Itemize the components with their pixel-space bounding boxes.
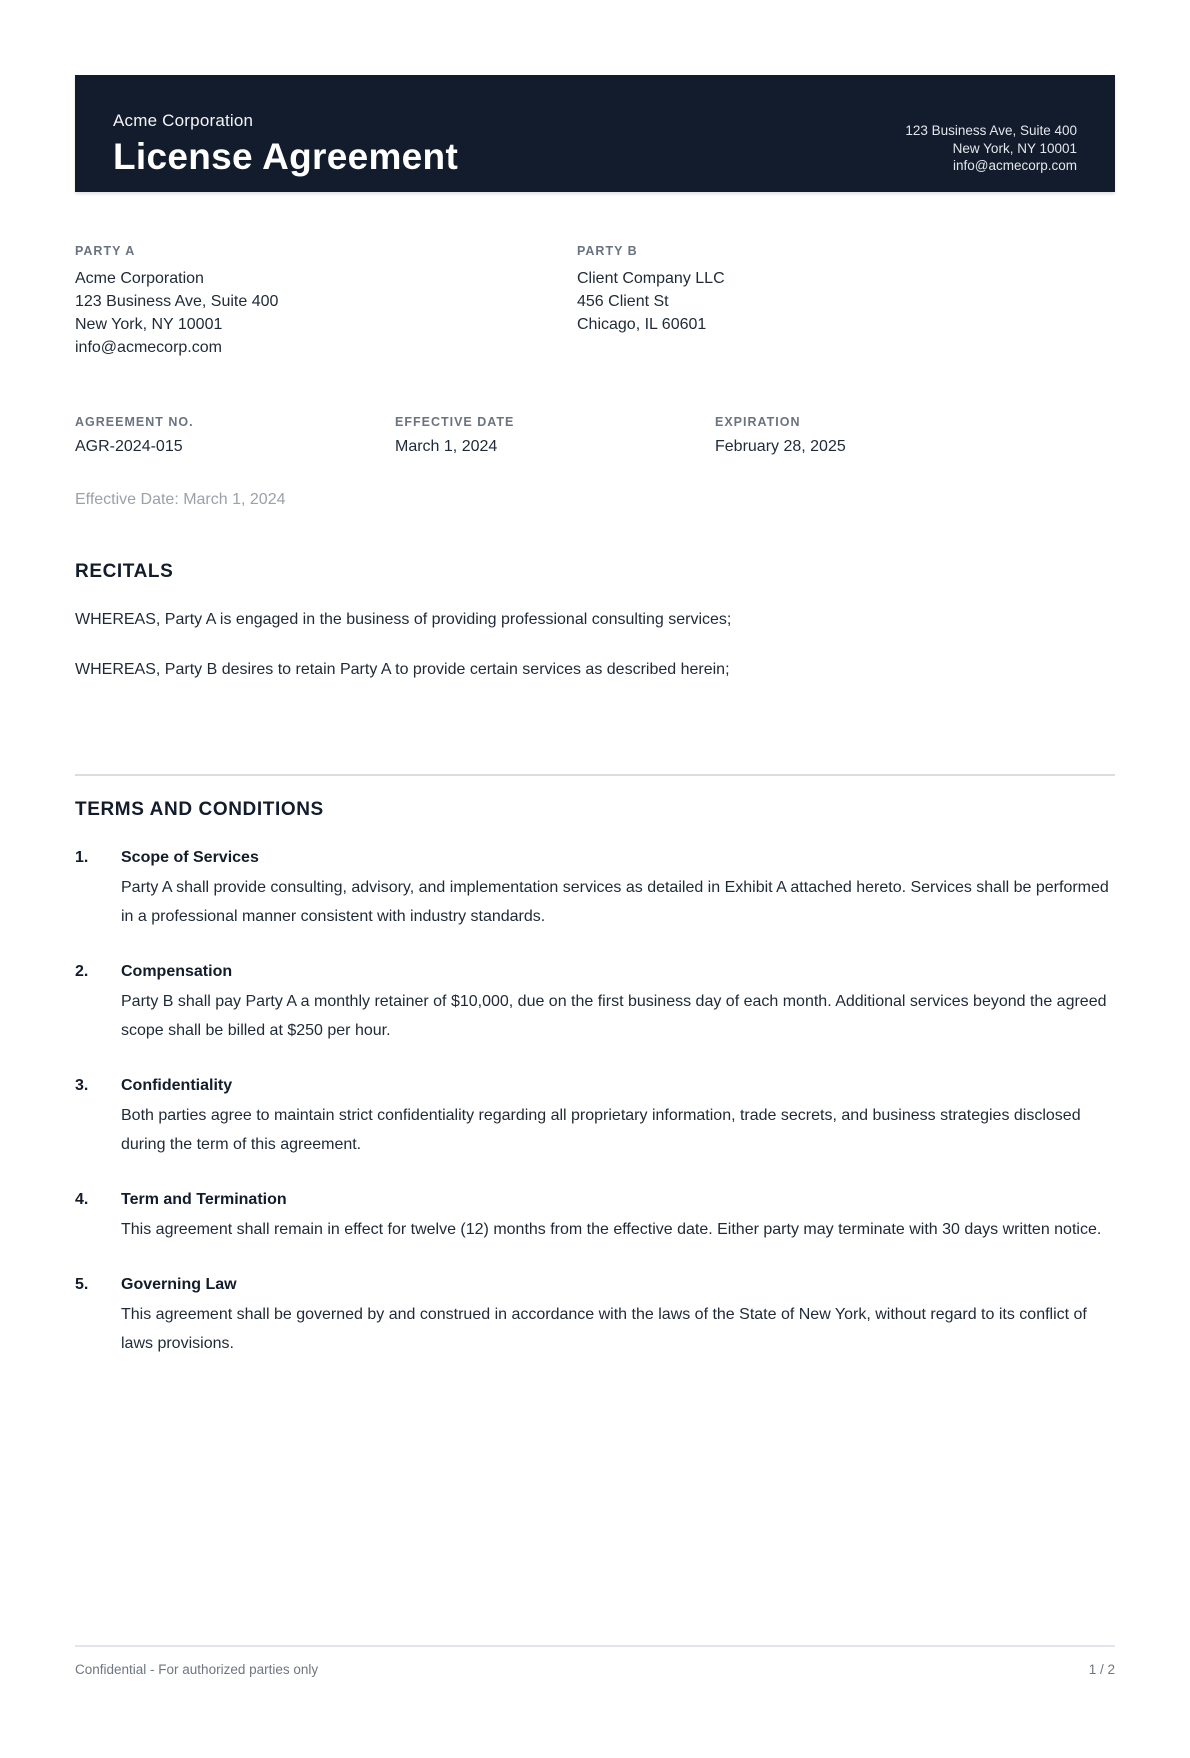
party-b-detail-line: Client Company LLC xyxy=(577,270,725,287)
term-item-number: 3. xyxy=(75,1077,89,1094)
section-divider xyxy=(75,774,1115,776)
term-item-content xyxy=(121,1276,1115,1358)
term-item xyxy=(75,849,1115,931)
expiration-label: EXPIRATION xyxy=(715,415,801,429)
header-address-line: New York, NY 10001 xyxy=(952,140,1077,156)
expiration-field xyxy=(715,415,1035,456)
terms-heading: TERMS AND CONDITIONS xyxy=(75,799,324,820)
party-a-details xyxy=(75,267,577,359)
terms-list xyxy=(75,849,1115,1358)
header-company-name: Acme Corporation xyxy=(113,111,254,130)
header-address-block xyxy=(905,122,1077,192)
recital-clause: WHEREAS, Party A is engaged in the business of providing professional consulting services; xyxy=(75,611,732,628)
effective-date-value: March 1, 2024 xyxy=(395,438,498,455)
term-item-title: Confidentiality xyxy=(121,1077,233,1094)
document-header xyxy=(75,75,1115,192)
term-item xyxy=(75,1276,1115,1358)
term-item-body: Party B shall pay Party A a monthly retainer of $10,000, due on the first business day of each month. Additional services beyond the agreed scope shall be billed at $250 per hour. xyxy=(121,993,1107,1039)
term-item-title: Compensation xyxy=(121,963,233,980)
term-item-title: Term and Termination xyxy=(121,1191,287,1208)
term-item-content xyxy=(121,963,1115,1045)
effective-date-label: EFFECTIVE DATE xyxy=(395,415,515,429)
term-item-number: 4. xyxy=(75,1191,89,1208)
term-item-body: This agreement shall be governed by and construed in accordance with the laws of the State of New York, without regard to its conflict of laws provisions. xyxy=(121,1306,1087,1352)
party-b-detail-line: Chicago, IL 60601 xyxy=(577,316,707,333)
term-item xyxy=(75,1077,1115,1159)
term-item xyxy=(75,1191,1115,1244)
term-item xyxy=(75,963,1115,1045)
footer-page-number: 1 / 2 xyxy=(1088,1662,1115,1677)
party-b-details xyxy=(577,267,1079,336)
expiration-value: February 28, 2025 xyxy=(715,438,846,455)
party-b-detail-line: 456 Client St xyxy=(577,293,669,310)
terms-section xyxy=(75,799,1115,1358)
effective-date-note: Effective Date: March 1, 2024 xyxy=(75,491,286,508)
term-item-body: Party A shall provide consulting, advisory, and implementation services as detailed in Exhibit A attached hereto. Services shall be performed in a professional manner consistent with industry standards. xyxy=(121,879,1109,925)
party-a-detail-line: info@acmecorp.com xyxy=(75,339,222,356)
agreement-number-label: AGREEMENT NO. xyxy=(75,415,194,429)
term-item-content xyxy=(121,1191,1115,1244)
header-address-line: info@acmecorp.com xyxy=(953,158,1077,173)
party-a-detail-line: Acme Corporation xyxy=(75,270,204,287)
party-a-label: PARTY A xyxy=(75,244,136,258)
recitals-heading: RECITALS xyxy=(75,561,174,582)
agreement-meta-section xyxy=(75,415,1115,456)
term-item-number: 5. xyxy=(75,1276,89,1293)
header-address-line: 123 Business Ave, Suite 400 xyxy=(905,123,1077,138)
party-a-detail-line: 123 Business Ave, Suite 400 xyxy=(75,293,279,310)
term-item-content xyxy=(121,849,1115,931)
party-a-detail-line: New York, NY 10001 xyxy=(75,316,223,333)
parties-section xyxy=(75,244,1115,359)
party-a-block xyxy=(75,244,577,359)
footer-confidentiality-note: Confidential - For authorized parties only xyxy=(75,1662,319,1677)
recital-clause: WHEREAS, Party B desires to retain Party A to provide certain services as described herein; xyxy=(75,661,730,678)
term-item-content xyxy=(121,1077,1115,1159)
recitals-clauses xyxy=(75,608,1115,681)
term-item-title: Scope of Services xyxy=(121,849,259,866)
party-b-block xyxy=(577,244,1079,359)
term-item-body: Both parties agree to maintain strict confidentiality regarding all proprietary information, trade secrets, and business strategies disclosed during the term of this agreement. xyxy=(121,1107,1081,1153)
document-page xyxy=(0,75,1190,1758)
party-b-label: PARTY B xyxy=(577,244,638,258)
agreement-number-field xyxy=(75,415,395,456)
recitals-section xyxy=(75,561,1115,681)
term-item-title: Governing Law xyxy=(121,1276,237,1293)
term-item-body: This agreement shall remain in effect for twelve (12) months from the effective date. Either party may terminate with 30 days written notice. xyxy=(121,1221,1102,1238)
header-left xyxy=(113,111,458,192)
document-title: License Agreement xyxy=(113,136,459,177)
agreement-number-value: AGR-2024-015 xyxy=(75,438,183,455)
term-item-number: 2. xyxy=(75,963,89,980)
effective-date-field xyxy=(395,415,715,456)
term-item-number: 1. xyxy=(75,849,89,866)
document-footer xyxy=(75,1645,1115,1677)
